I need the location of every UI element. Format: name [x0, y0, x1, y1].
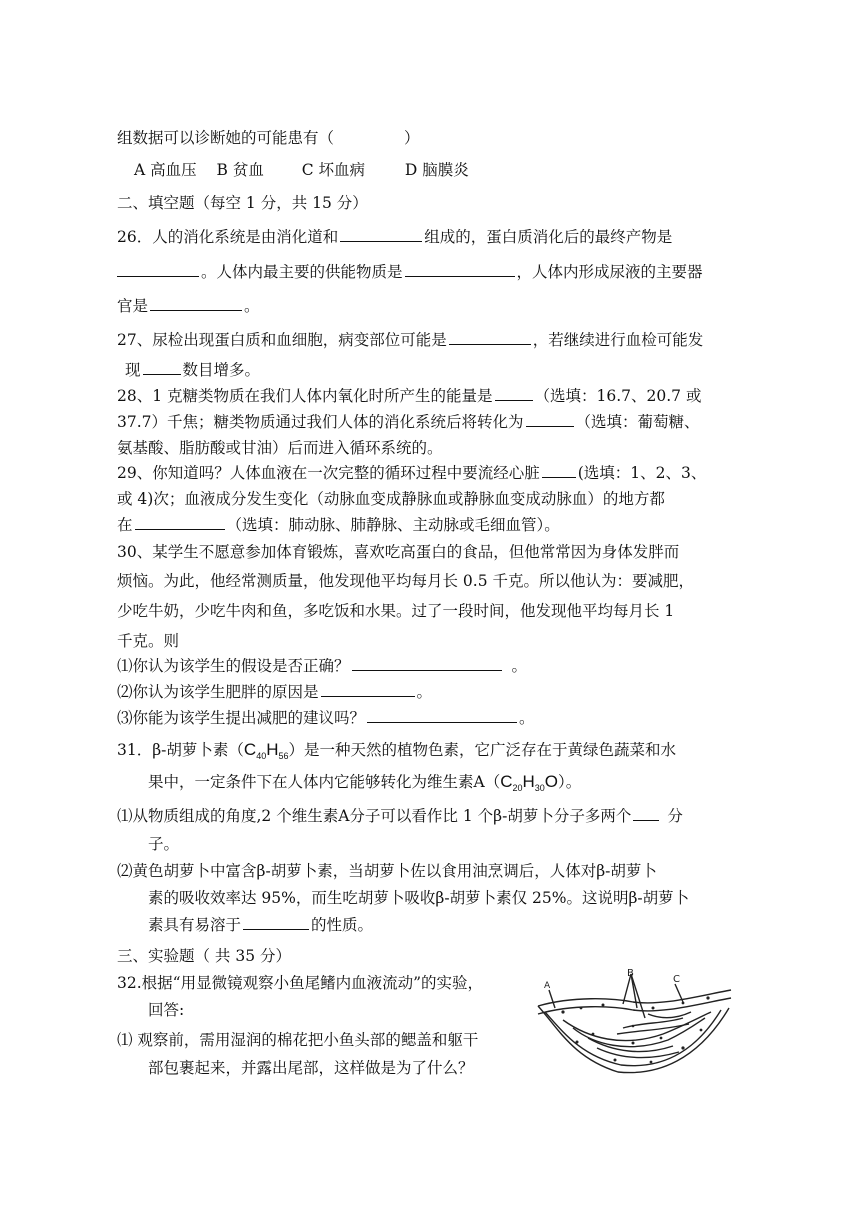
answer-blank	[367, 708, 517, 723]
q30-line3: 少吃牛奶，少吃牛肉和鱼，多吃饭和水果。过了一段时间，他发现他平均每月长 1	[117, 602, 675, 620]
q29-line1: 29、你知道吗？人体血液在一次完整的循环过程中要流经心脏 (选填：1、2、3、	[117, 464, 707, 482]
q25-options	[134, 160, 469, 180]
answer-blank	[352, 656, 502, 671]
figure-label-b: B	[627, 968, 634, 979]
q32-line1: 32.根据“用显微镜观察小鱼尾鳍内血液流动”的实验，	[117, 974, 483, 992]
q32-sub1-line2: 部包裹起来，并露出尾部，这样做是为了什么？	[148, 1059, 474, 1077]
section-3-heading: 三、实验题（ 共 35 分）	[117, 947, 292, 965]
figure-label-c: C	[673, 974, 680, 985]
answer-blank	[243, 915, 309, 930]
answer-blank	[321, 682, 415, 697]
q31-sub2-line3: 素具有易溶于 的性质。	[148, 916, 374, 934]
q30-line4: 千克。则	[117, 632, 180, 650]
q30-sub1: ⑴你认为该学生的假设是否正确？ 。	[117, 657, 528, 675]
vitamin-a-formula: $C_{20}H_{30}O$	[500, 772, 559, 793]
answer-blank	[135, 515, 225, 530]
q26-line2: 。人体内最主要的供能物质是 ，人体内形成尿液的主要器	[117, 262, 703, 282]
q32-sub1-line1: ⑴ 观察前，需用湿润的棉花把小鱼头部的鳃盖和躯干	[117, 1031, 479, 1049]
section-2-heading: 二、填空题（每空 1 分，共 15 分）	[117, 194, 368, 212]
q28-line1: 28、1 克糖类物质在我们人体内氧化时所产生的能量是 （选填：16.7、20.7 或	[117, 387, 702, 405]
q30-sub2: ⑵你认为该学生肥胖的原因是 。	[117, 683, 433, 701]
q31-line1: 31．β-胡萝卜素$(C_{40}H_{56})$是一种天然的植物色素，它广泛存在于黄绿色蔬菜和水	[117, 740, 677, 761]
q31-line2: 果中，一定条件下在人体内它能够转化为维生素$A(C_{20}H_{30}O)$。	[148, 772, 582, 793]
q28-line2: 37.7）千焦；糖类物质通过我们人体的消化系统后将转化为 （选填：葡萄糖、	[117, 413, 700, 431]
q32-line2: 回答:	[148, 1001, 185, 1019]
q29-line2: 或 4)次；血液成分发生变化（动脉血变成静脉血或静脉血变成动脉血）的地方都	[117, 490, 665, 508]
q31-sub2-line1: ⑵黄色胡萝卜中富含β-胡萝卜素，当胡萝卜佐以食用油烹调后，人体对β-胡萝卜	[117, 862, 657, 880]
beta-carotene-formula: $C_{40}H_{56}$	[243, 740, 289, 761]
answer-blank	[405, 262, 515, 277]
answer-blank	[633, 806, 659, 821]
answer-blank	[542, 463, 576, 478]
answer-blank	[449, 330, 531, 345]
q25-continuation: 组数据可以诊断她的可能患有（ ）	[117, 129, 420, 147]
answer-blank	[117, 262, 199, 277]
answer-blank	[143, 360, 181, 375]
option-b: B 贫血	[216, 161, 264, 179]
option-a: A 高血压	[134, 161, 197, 179]
q31-sub2-line2: 素的吸收效率达 95%，而生吃胡萝卜吸收β-胡萝卜素仅 25%。这说明β-胡萝卜	[148, 889, 690, 907]
answer-blank	[526, 412, 574, 427]
q26-line3: 官是 。	[117, 297, 260, 315]
q26-line1: 26．人的消化系统是由消化道和 组成的，蛋白质消化后的最终产物是	[117, 228, 673, 246]
q27-line1: 27、尿检出现蛋白质和血细胞，病变部位可能是 ，若继续进行血检可能发	[117, 331, 704, 349]
option-d: D 脑膜炎	[404, 161, 469, 179]
answer-blank	[150, 296, 242, 311]
q30-line2: 烦恼。为此，他经常测质量，他发现他平均每月长 0.5 千克。所以他认为：要减肥，	[117, 572, 695, 590]
fish-tail-blood-vessel-figure	[533, 968, 733, 1078]
q30-sub3: ⑶你能为该学生提出减肥的建议吗？ 。	[117, 709, 535, 727]
answer-blank	[495, 386, 533, 401]
q31-sub1-line2: 子。	[148, 835, 180, 853]
q30-line1: 30、某学生不愿意参加体育锻炼，喜欢吃高蛋白的食品，但他常常因为身体发胖而	[117, 543, 680, 561]
option-c: C 坏血病	[301, 161, 365, 179]
q28-line3: 氨基酸、脂肪酸或甘油）后而进入循环系统的。	[117, 439, 443, 457]
answer-blank	[340, 227, 422, 242]
q31-sub1-line1: ⑴从物质组成的角度,2 个维生素A分子可以看作比 1 个β-胡萝卜分子多两个 分	[117, 807, 683, 825]
figure-label-a: A	[544, 981, 551, 991]
q29-line3: 在 （选填：肺动脉、肺静脉、主动脉或毛细血管）。	[117, 516, 560, 534]
q27-line2: 现 数目增多。	[125, 361, 261, 379]
